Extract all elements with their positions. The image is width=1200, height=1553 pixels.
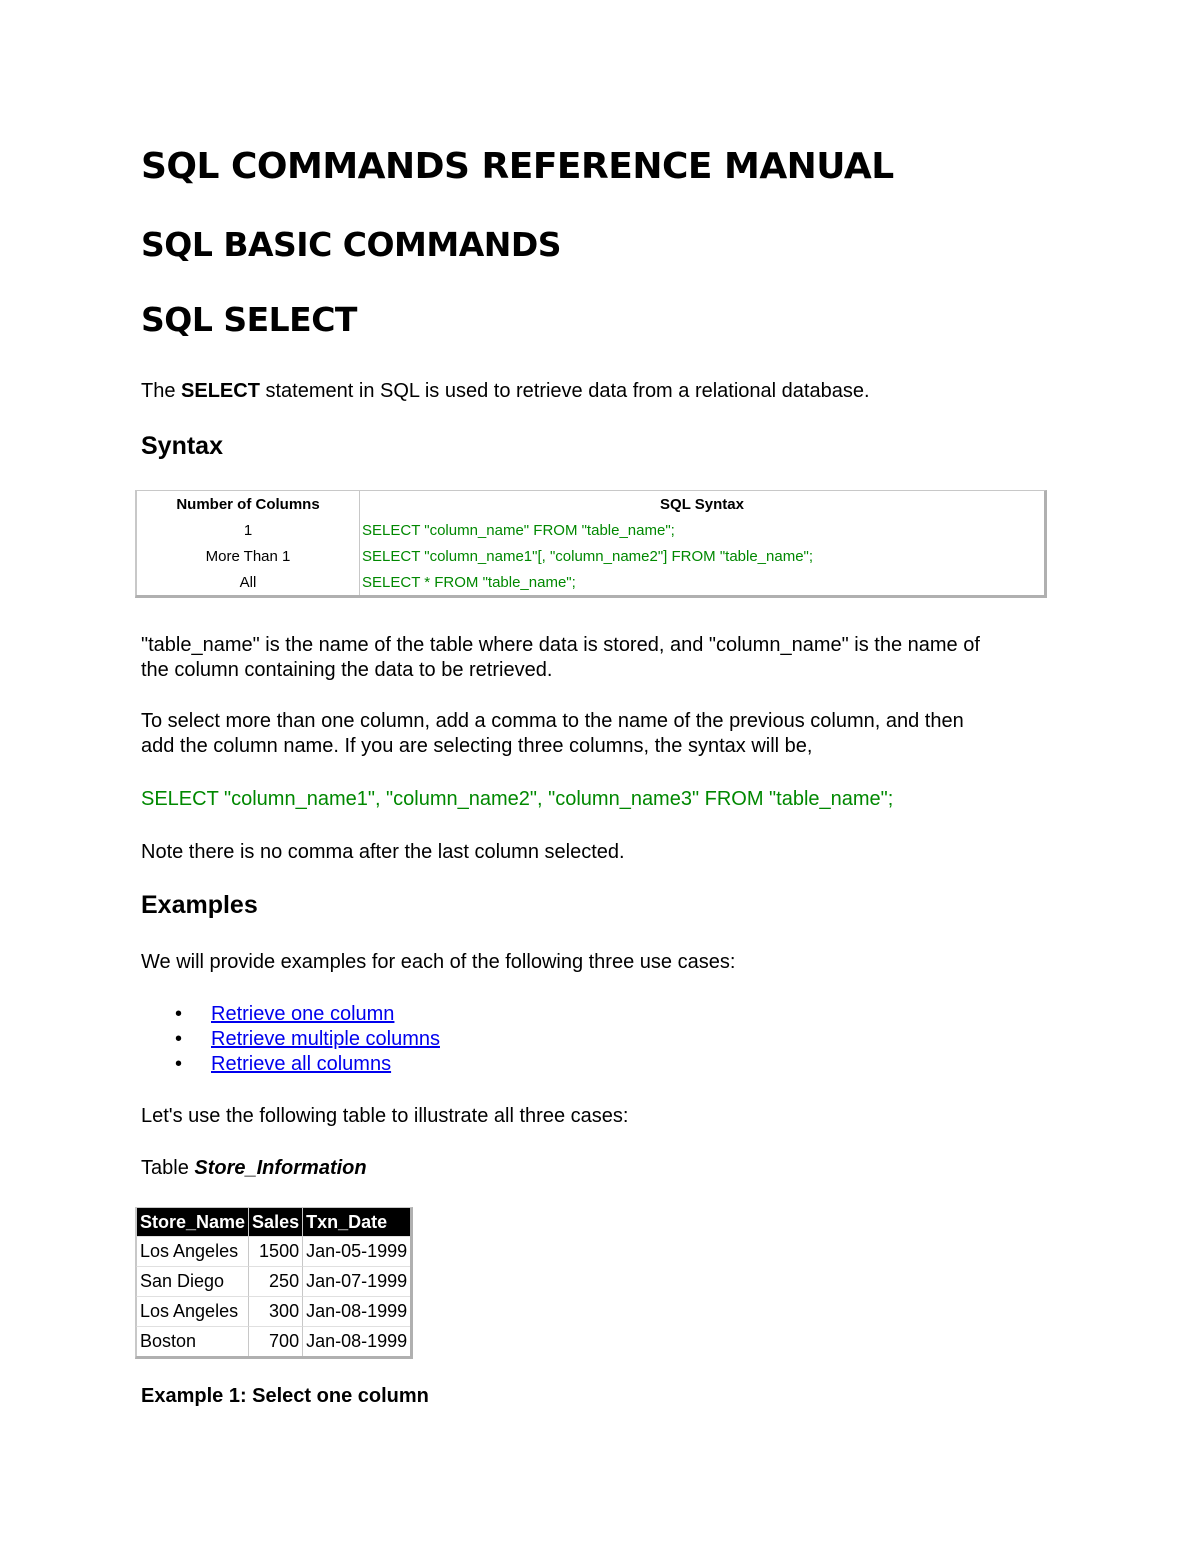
table-row: [136, 1296, 410, 1326]
table-label: [141, 1156, 367, 1181]
table-row: [136, 543, 1044, 569]
cell-store-name: Los Angeles: [136, 1296, 248, 1326]
column-header-sales: Sales: [248, 1208, 302, 1236]
table-name-explanation: [141, 633, 980, 683]
use-case-list: [141, 1002, 440, 1077]
syntax-table-header-row: [136, 491, 1044, 517]
bullet-icon: •: [175, 1053, 183, 1075]
cell-sql-syntax: SELECT "column_name1"[, "column_name2"] FROM "table_name";: [359, 543, 1044, 569]
note-paragraph: Note there is no comma after the last column selected.: [141, 841, 625, 863]
bullet-icon: •: [175, 1003, 183, 1025]
code-example: SELECT "column_name1", "column_name2", "column_name3" FROM "table_name";: [141, 788, 894, 810]
multi-column-explanation: [141, 709, 964, 759]
syntax-heading: Syntax: [141, 432, 223, 460]
examples-intro: We will provide examples for each of the following three use cases:: [141, 951, 736, 973]
examples-heading: Examples: [141, 891, 258, 919]
paragraph-line: "table_name" is the name of the table where data is stored, and "column_name" is the name of: [141, 634, 980, 656]
cell-sql-syntax: SELECT * FROM "table_name";: [359, 569, 1044, 595]
intro-post: statement in SQL is used to retrieve data from a relational database.: [259, 380, 870, 402]
link-retrieve-all-columns[interactable]: Retrieve all columns: [211, 1053, 392, 1075]
cell-sql-syntax: SELECT "column_name" FROM "table_name";: [359, 517, 1044, 543]
list-item: [141, 1002, 440, 1027]
table-row: [136, 1266, 410, 1296]
cell-sales: 300: [248, 1296, 302, 1326]
table-label-pre: Table: [141, 1157, 195, 1179]
list-item: [141, 1052, 440, 1077]
intro-pre: The: [141, 380, 182, 402]
cell-number-of-columns: 1: [136, 517, 359, 543]
table-row: [136, 517, 1044, 543]
link-retrieve-one-column[interactable]: Retrieve one column: [211, 1003, 395, 1025]
syntax-table: [135, 490, 1047, 598]
table-intro: Let's use the following table to illustrate all three cases:: [141, 1105, 629, 1127]
cell-number-of-columns: All: [136, 569, 359, 595]
column-header-sql-syntax: SQL Syntax: [359, 491, 1044, 517]
cell-sales: 700: [248, 1326, 302, 1356]
subsection-heading: SQL SELECT: [141, 300, 357, 339]
column-header-store-name: Store_Name: [136, 1208, 248, 1236]
document-title: SQL COMMANDS REFERENCE MANUAL: [141, 146, 894, 187]
intro-paragraph: [141, 379, 870, 404]
list-item: [141, 1027, 440, 1052]
intro-keyword: SELECT: [181, 380, 260, 402]
table-label-name: Store_Information: [194, 1157, 367, 1179]
cell-txn-date: Jan-07-1999: [302, 1266, 410, 1296]
paragraph-line: add the column name. If you are selecting three columns, the syntax will be,: [141, 735, 813, 757]
cell-store-name: Los Angeles: [136, 1236, 248, 1266]
column-header-txn-date: Txn_Date: [302, 1208, 410, 1236]
link-retrieve-multiple-columns[interactable]: Retrieve multiple columns: [211, 1028, 440, 1050]
cell-sales: 1500: [248, 1236, 302, 1266]
store-information-table: [135, 1207, 413, 1359]
cell-sales: 250: [248, 1266, 302, 1296]
example1-heading: Example 1: Select one column: [141, 1385, 429, 1407]
column-header-number-of-columns: Number of Columns: [136, 491, 359, 517]
paragraph-line: To select more than one column, add a comma to the name of the previous column, and then: [141, 710, 964, 732]
table-row: [136, 569, 1044, 595]
cell-txn-date: Jan-08-1999: [302, 1326, 410, 1356]
store-table-header-row: [136, 1208, 410, 1236]
paragraph-line: the column containing the data to be retrieved.: [141, 659, 553, 681]
bullet-icon: •: [175, 1028, 183, 1050]
cell-txn-date: Jan-05-1999: [302, 1236, 410, 1266]
cell-store-name: San Diego: [136, 1266, 248, 1296]
cell-txn-date: Jan-08-1999: [302, 1296, 410, 1326]
section-heading: SQL BASIC COMMANDS: [141, 225, 562, 264]
cell-store-name: Boston: [136, 1326, 248, 1356]
cell-number-of-columns: More Than 1: [136, 543, 359, 569]
table-row: [136, 1326, 410, 1356]
table-row: [136, 1236, 410, 1266]
